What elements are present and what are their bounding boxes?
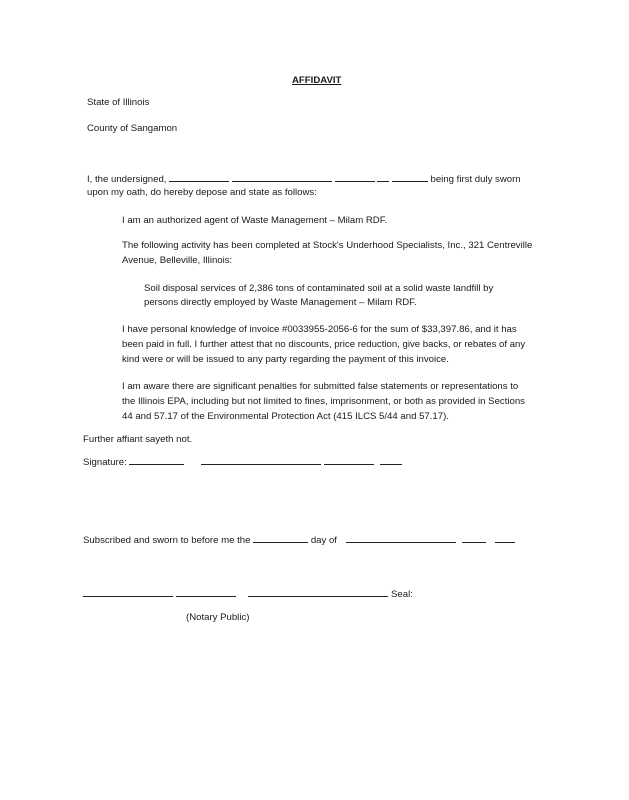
penalty-line-3: 44 and 57.17 of the Environmental Protection Act (415 ILCS 5/44 and 57.17).	[122, 411, 449, 422]
service-line-2: persons directly employed by Waste Management – Milam RDF.	[144, 297, 417, 308]
sworn-prefix: Subscribed and sworn to before me the	[83, 535, 251, 546]
sworn-day-blank[interactable]	[253, 533, 308, 543]
invoice-line-2: been paid in full. I further attest that no discounts, price reduction, give backs, or rebates of any	[122, 339, 526, 350]
sworn-month-blank[interactable]	[346, 533, 456, 543]
further-affiant: Further affiant sayeth not.	[83, 434, 193, 445]
notary-public-label: (Notary Public)	[186, 612, 250, 623]
state-line: State of Illinois	[87, 97, 150, 108]
invoice-line-1: I have personal knowledge of invoice #0033955-2056-6 for the sum of $33,397.86, and it has	[122, 324, 517, 335]
notary-line	[83, 587, 413, 602]
signature-blank-4[interactable]	[380, 455, 402, 465]
sworn-year-blank-2[interactable]	[495, 533, 515, 543]
county-line: County of Sangamon	[87, 123, 178, 134]
signature-line	[83, 455, 402, 470]
signature-label: Signature:	[83, 457, 127, 468]
affiant-blank-4[interactable]	[392, 172, 428, 182]
service-line-1: Soil disposal services of 2,386 tons of contaminated soil at a solid waste landfill by	[144, 283, 494, 294]
invoice-line-3: kind were or will be issued to any party regarding the payment of this invoice.	[122, 354, 449, 365]
intro-suffix: being first duly sworn	[430, 174, 521, 185]
intro-line-2: upon my oath, do hereby depose and state as follows:	[87, 187, 317, 198]
seal-label: Seal:	[391, 589, 413, 600]
penalty-line-1: I am aware there are significant penalties for submitted false statements or representations to	[122, 381, 519, 392]
agent-statement: I am an authorized agent of Waste Management – Milam RDF.	[122, 215, 388, 226]
page-title: AFFIDAVIT	[292, 75, 342, 86]
signature-blank-3[interactable]	[324, 455, 374, 465]
affiant-title-blank[interactable]	[335, 172, 375, 182]
affiant-blank-3[interactable]	[377, 172, 389, 182]
sworn-line	[83, 533, 515, 548]
notary-blank-1[interactable]	[83, 587, 173, 597]
signature-blank-1[interactable]	[129, 455, 184, 465]
activity-line-2: Avenue, Belleville, Illinois:	[122, 255, 233, 266]
intro-prefix: I, the undersigned,	[87, 174, 167, 185]
affiant-name-blank[interactable]	[169, 172, 229, 182]
sworn-year-blank[interactable]	[462, 533, 486, 543]
sworn-middle: day of	[310, 535, 337, 546]
penalty-line-2: the Illinois EPA, including but not limited to fines, imprisonment, or both as provided in Sections	[122, 396, 525, 407]
signature-blank-2[interactable]	[201, 455, 321, 465]
affiant-name-blank-2[interactable]	[232, 172, 332, 182]
intro-line	[87, 172, 521, 187]
notary-blank-3[interactable]	[248, 587, 388, 597]
activity-line-1: The following activity has been completed at Stock's Underhood Specialists, Inc., 321 Centreville	[122, 240, 533, 251]
notary-blank-2[interactable]	[176, 587, 236, 597]
